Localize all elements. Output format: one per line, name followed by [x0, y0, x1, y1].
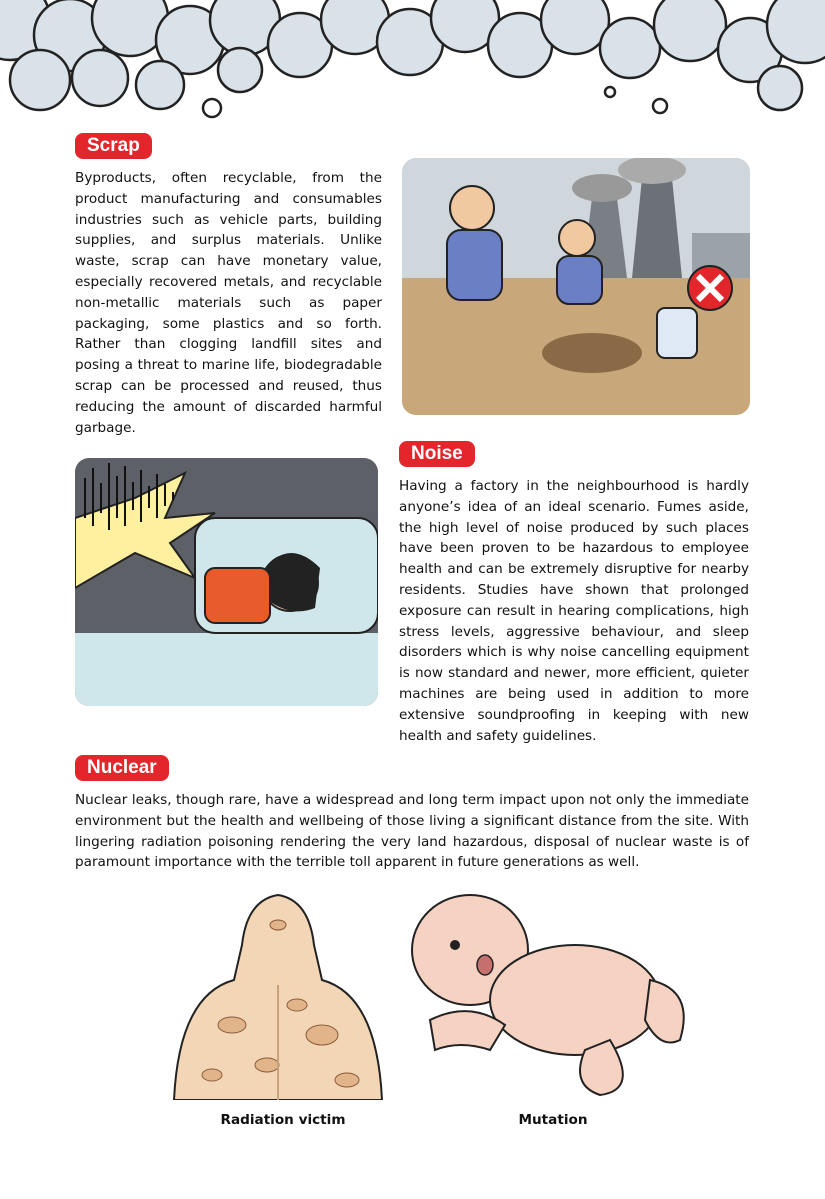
- noise-heading: Noise: [399, 441, 475, 467]
- scrap-heading: Scrap: [75, 133, 152, 159]
- nuclear-paragraph: Nuclear leaks, though rare, have a widespread and long term impact upon not only the immediate environment but the health and wellbeing of those living a significant distance from the site. With lingering radiation poisoning rendering the very land hazardous, disposal of nuclear waste is of paramount importance with the terrible toll apparent in future generations as well.: [75, 792, 749, 871]
- radiation-victim-illustration: [172, 885, 384, 1100]
- mutation-illustration: [410, 890, 692, 1100]
- radiation-victim-caption: Radiation victim: [220, 1112, 346, 1128]
- cloud-header-decoration: [0, 0, 825, 130]
- scrap-paragraph: Byproducts, often recyclable, from the product manufacturing and consumables industries such as vehicle parts, building supplies, and surplus materials. Unlike waste, scrap can have monetary value, especially recovered metals, and recyclable non-metallic materials such as paper packaging, some plastics and so forth. Rather than clogging landfill sites and posing a threat to marine life, biodegradable scrap can be processed and reused, thus reducing the amount of discarded harmful garbage.: [75, 170, 382, 436]
- nuclear-heading: Nuclear: [75, 755, 169, 781]
- scrap-illustration: [402, 158, 750, 415]
- noise-paragraph: Having a factory in the neighbourhood is hardly anyone’s idea of an ideal scenario. Fumes aside, the high level of noise produced by such places have been proven to be hazardous to employee health and can be extremely disruptive for nearby residents. Studies have shown that prolonged exposure can result in hearing complications, high stress levels, aggressive behaviour, and sleep disorders which is why noise cancelling equipment is now standard and newer, more efficient, quieter machines are being used in addition to more extensive soundproofing in keeping with new health and safety guidelines.: [399, 478, 749, 744]
- noise-illustration: [75, 458, 378, 706]
- mutation-caption: Mutation: [518, 1112, 588, 1128]
